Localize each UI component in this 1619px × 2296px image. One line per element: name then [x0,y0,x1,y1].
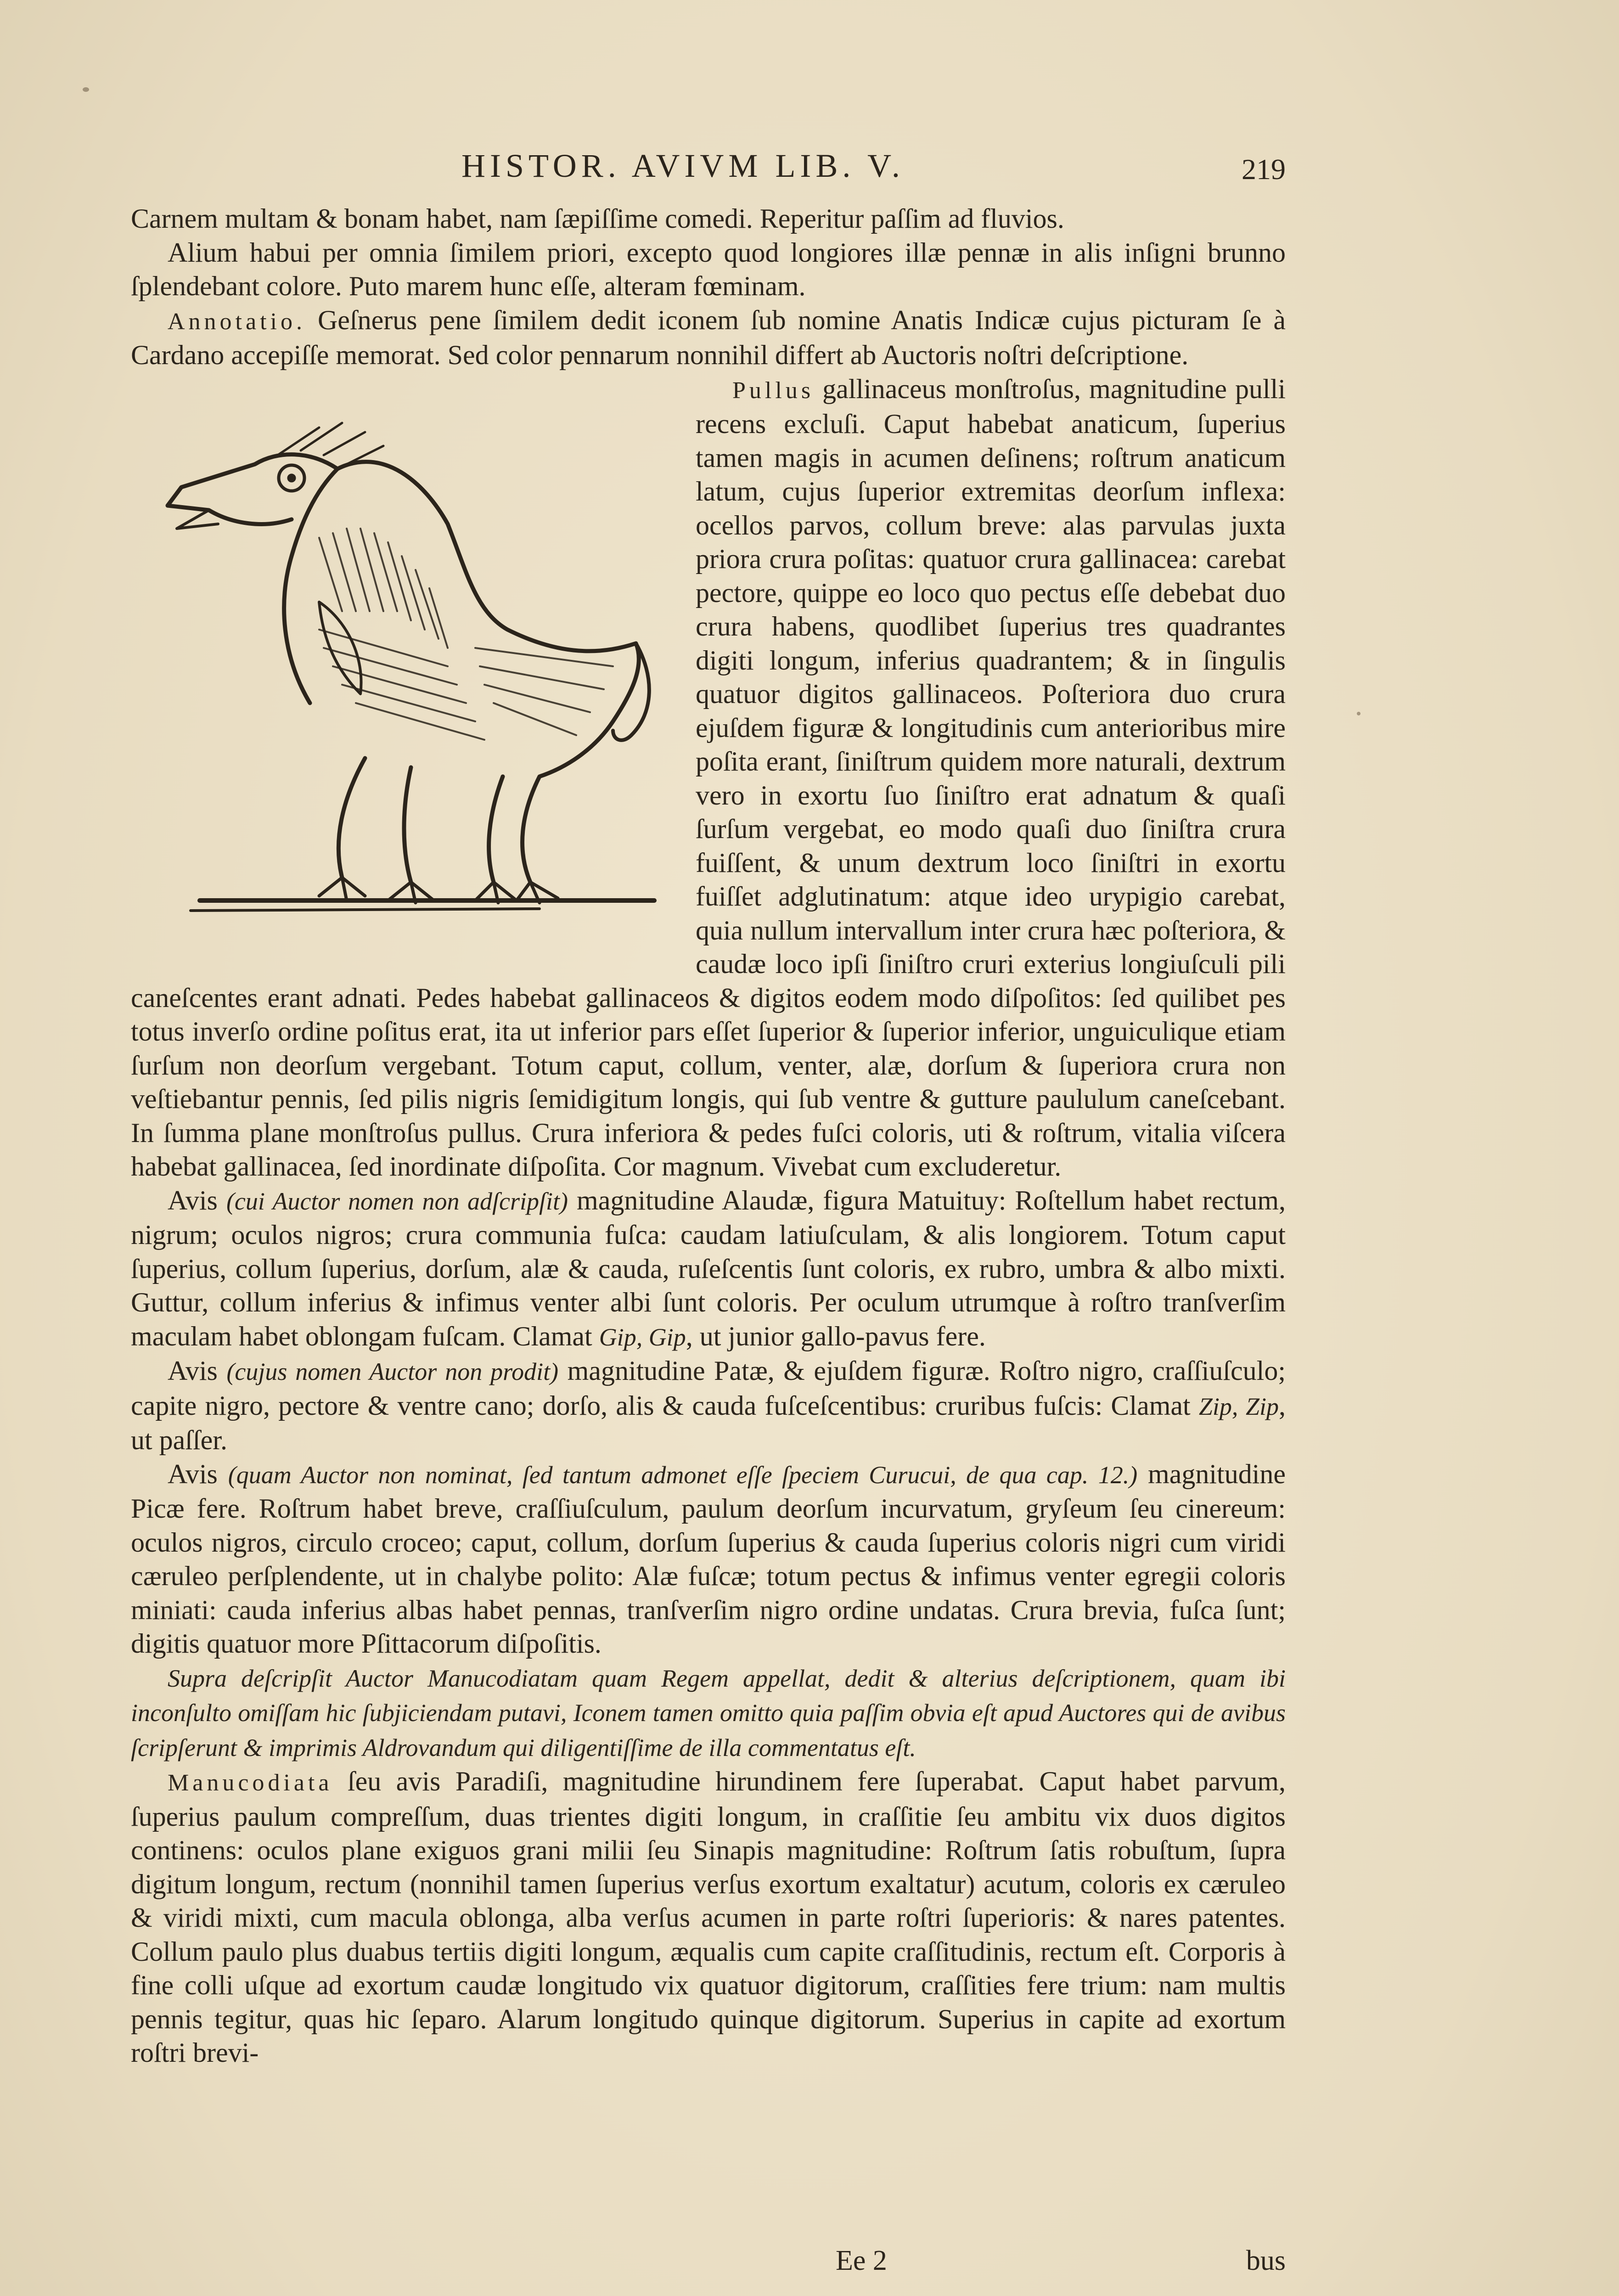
text-run: Avis [168,1185,226,1216]
small-caps-lead: Annotatio. [168,308,306,335]
paragraph [131,202,1286,236]
chick-illustration [126,372,686,974]
italic-text: Supra deſcripſit Auctor Manucodiatam quam Regem appellat, dedit & alterius deſcriptionem, quam ibi inconſulto omiſſam hic ſubjiciendam putavi, Iconem tamen omitto quia paſſim obvia eſt apud Auctores qui de avibus ſcripſerunt & imprimis Aldrovandum qui diligentiſſime de illa commentatus eſt. [131,1664,1286,1761]
text-run: gallinaceus monſtroſus, magnitudine pulli recens excluſi. Caput habebat anaticum, ſuperius tamen magis in acumen deſinens; roſtrum anaticum latum, cujus ſuperior extremitas deorſum inflexa: ocellos parvos, collum breve: alas parvulas juxta priora crura poſitas: quatuor crura gallinacea: carebat pectore, quippe eo loco quo pectus eſſe debebat duo crura habens, quodlibet ſuperius tres quadrantes digiti longum, inferius quadrantem; & in ſingulis quatuor digitos gallinaceos. Poſteriora duo crura ejuſdem figuræ & longitudinis cum anterioribus mire poſita erant, ſiniſtrum quidem more naturali, dextrum vero in exortu ſuo ſiniſtro erat adnatum & quaſi ſurſum vergebat, eo modo quaſi duo ſiniſtra crura fuiſſent, & unum dextrum loco ſiniſtri in exortu fuiſſet adglutinatum: atque ideo urypigio carebat, quia nullum intervallum inter crura hæc poſteriora, & caudæ loco ipſi ſiniſtro cruri exterius longiuſculi pili caneſcentes erant adnati. Pedes habebat gallinaceos & digitos eodem modo diſpoſitos: ſed quilibet pes totus inverſo ordine poſitus erat, ita ut inferior pars eſſet ſuperior & ſuperior inferior, unguiculique etiam ſurſum non deorſum vergebant. Totum caput, collum, venter, alæ, dorſum & ſuperiora crura non veſtiebantur pennis, ſed pilis nigris ſemidigitum longis, qui ſub ventre & gutture paululum caneſcebant. In ſumma plane monſtroſus pullus. Crura inferiora & pedes fuſci coloris, uti & roſtrum, vitalia viſcera habebat gallinacea, ſed inordinate diſpoſita. Cor magnum. Vivebat cum excluderetur. [131,373,1286,1182]
text-run: ſeu avis Paradiſi, magnitudine hirundinem fere ſuperabat. Caput habet parvum, ſuperius paulum compreſſum, duas trientes digiti longum, in craſſitie ſeu ambitu vix duos digitos continens: oculos plane exiguos grani milii ſeu Sinapis magnitudine: Roſtrum ſatis robuſtum, ſupra digitum longum, rectum (nonnihil tamen ſuperius verſus exortum exaltatur) acutum, coloris ex cæruleo & viridi mixti, cum macula oblonga, alba verſus acumen in parte roſtri ſuperioris: & nares patentes. Collum paulo plus duabus tertiis digiti longum, æqualis cum capite craſſitudinis, rectum eſt. Corporis à fine colli uſque ad exortum caudæ longitudo vix quatuor digitorum, craſſities fere trium: nam multis pennis tegitur, quas hic ſeparo. Alarum longitudo quinque digitorum. Superius in capite ad exortum roſtri brevi- [131,1766,1286,2068]
paragraph [131,1661,1286,1765]
paragraph [131,1354,1286,1458]
text-run: magnitudine Patæ, & ejuſdem figuræ. Roſtro nigro, craſſiuſculo; capite nigro, pectore & ventre cano; dorſo, alis & cauda fuſceſcentibus: cruribus fuſcis: Clamat [131,1356,1286,1421]
paragraph [131,1184,1286,1355]
page-footer [131,2245,1286,2281]
text-run: Alium habui per omnia ſimilem priori, excepto quod longiores illæ pennæ in alis inſigni brunno ſplendebant colore. Puto marem hunc eſſe, alteram fœminam. [131,237,1286,301]
text-run: , ut paſſer. [131,1390,1286,1455]
text-run: Geſnerus pene ſimilem dedit iconem ſub nomine Anatis Indicæ cujus picturam ſe à Cardano accepiſſe memorat. Sed color pennarum nonnihil differt ab Auctoris noſtri deſcriptione. [131,304,1286,370]
text-run: , ut junior gallo-pavus fere. [686,1321,986,1351]
text-run: Avis [168,1458,228,1489]
monstrous-chick-woodcut [126,372,686,974]
small-caps-lead: Manucodiata [168,1770,333,1796]
text-run: Carnem multam & bonam habet, nam ſæpiſſime comedi. Reperitur paſſim ad fluvios. [131,203,1064,234]
small-caps-lead: Pullus [732,377,815,404]
running-head: HISTOR. AVIVM LIB. V. [461,147,905,184]
paragraph [131,372,1286,1184]
italic-text: Gip, Gip [599,1323,686,1351]
italic-text: (cujus nomen Auctor non prodit) [226,1358,559,1385]
paragraph [131,304,1286,372]
italic-text: Zip, Zip [1198,1392,1279,1420]
text-run: Avis [168,1356,227,1386]
paragraph [131,236,1286,304]
body-text [131,202,1286,2070]
paragraph [131,1458,1286,1661]
paper-speck [83,87,89,92]
paper-speck [1357,712,1360,715]
paragraph [131,1765,1286,2070]
italic-text: (quam Auctor non nominat, ſed tantum admonet eſſe ſpeciem Curucui, de qua cap. 12.) [228,1461,1138,1489]
text-run: magnitudine Picæ fere. Roſtrum habet breve, craſſiuſculum, paulum deorſum incurvatum, gryſeum ſeu cinereum: oculos nigros, circulo croceo; caput, collum, dorſum ſuperius & cauda ſuperius coloris nigri cum viridi cæruleo perſplendente, ut in chalybe polito: Alæ fuſcæ; totum pectus & infimus venter egregii coloris miniati: cauda inferius albas habet pennas, tranſverſim nigro ordine undatas. Crura brevia, fuſca ſunt; digitis quatuor more Pſittacorum diſpoſitis. [131,1458,1286,1659]
page-header [131,147,1286,193]
catchword: bus [1246,2245,1286,2276]
italic-text: (cui Auctor nomen non adſcripſit) [226,1187,568,1215]
page-number: 219 [1242,153,1286,186]
signature-mark: Ee 2 [836,2245,887,2276]
text-run: magnitudine Alaudæ, figura Matuituy: Roſtellum habet rectum, nigrum; oculos nigros; crura communia fuſca: caudam latiuſculam, & alis longiorem. Totum caput ſuperius, collum ſuperius, dorſum, alæ & cauda, ruſeſcentis ſunt coloris, ex rubro, umbra & albo mixti. Guttur, collum inferius & infimus venter albi ſunt coloris. Per oculum utrumque à roſtro tranſverſim maculam habet oblongam fuſcam. Clamat [131,1185,1286,1351]
